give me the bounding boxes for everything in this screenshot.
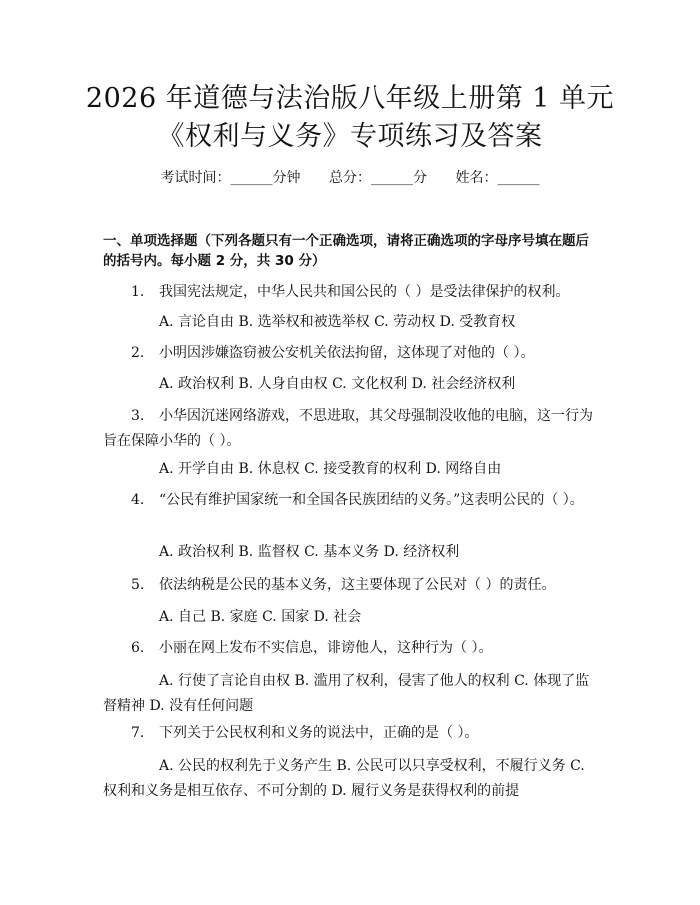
question-stem: [103, 488, 599, 513]
question-number: 7.: [131, 725, 145, 741]
question-number: 2.: [131, 345, 145, 361]
question-options: A. 开学自由 B. 休息权 C. 接受教育的权利 D. 网络自由: [159, 461, 502, 477]
question-number: 4.: [131, 492, 145, 508]
total-score-field: 总分：______分: [329, 170, 427, 186]
question-options: A. 政治权利 B. 监督权 C. 基本义务 D. 经济权利: [159, 544, 460, 560]
question-number: 6.: [131, 640, 145, 656]
question-number: 5.: [131, 577, 145, 593]
question-options: A. 公民的权利先于义务产生 B. 公民可以只享受权利，不履行义务 C. 权利和义务是相互依存、不可分割的 D. 履行义务是获得权利的前提: [103, 758, 585, 799]
question-stem: [103, 404, 599, 454]
question-stem: [103, 280, 599, 305]
question-number: 1.: [131, 284, 145, 300]
student-name-field: 姓名：______: [455, 170, 540, 186]
question-text: 依法纳税是公民的基本义务，这主要体现了公民对（ ）的责任。: [159, 577, 556, 593]
question-text: “公民有维护国家统一和全国各民族团结的义务。”这表明公民的（ ）。: [159, 492, 584, 508]
question-text: 小丽在网上发布不实信息，诽谤他人，这种行为（ ）。: [159, 640, 493, 656]
question-number: 3.: [131, 408, 145, 424]
question-stem: [103, 341, 599, 366]
question-options: A. 自己 B. 家庭 C. 国家 D. 社会: [159, 609, 362, 625]
question-options: A. 政治权利 B. 人身自由权 C. 文化权利 D. 社会经济权利: [159, 376, 516, 392]
document-title-line1: 2026 年道德与法治版八年级上册第 1 单元: [85, 83, 615, 114]
question-stem: [103, 636, 599, 661]
question-stem: [103, 721, 599, 746]
question-text: 小明因涉嫌盗窃被公安机关依法拘留，这体现了对他的（ ）。: [159, 345, 535, 361]
question-text: 下列关于公民权利和义务的说法中，正确的是（ ）。: [159, 725, 479, 741]
exam-meta: [0, 169, 700, 187]
question-options: A. 言论自由 B. 选举权和被选举权 C. 劳动权 D. 受教育权: [159, 314, 516, 330]
document-title-line2: 《权利与义务》专项练习及答案: [157, 121, 543, 152]
question-text: 小华因沉迷网络游戏，不思进取，其父母强制没收他的电脑，这一行为旨在保障小华的（ ）。: [103, 408, 593, 449]
question-options: A. 行使了言论自由权 B. 滥用了权利，侵害了他人的权利 C. 体现了监督精神 D. 没有任何问题: [103, 673, 590, 714]
exam-time-field: 考试时间：______分钟: [160, 170, 301, 186]
question-text: 我国宪法规定，中华人民共和国公民的（ ）是受法律保护的权利。: [159, 284, 570, 300]
section-heading: 一、单项选择题（下列各题只有一个正确选项，请将正确选项的字母序号填在题后的括号内。每小题 2 分，共 30 分）: [103, 233, 589, 269]
question-stem: [103, 573, 599, 598]
